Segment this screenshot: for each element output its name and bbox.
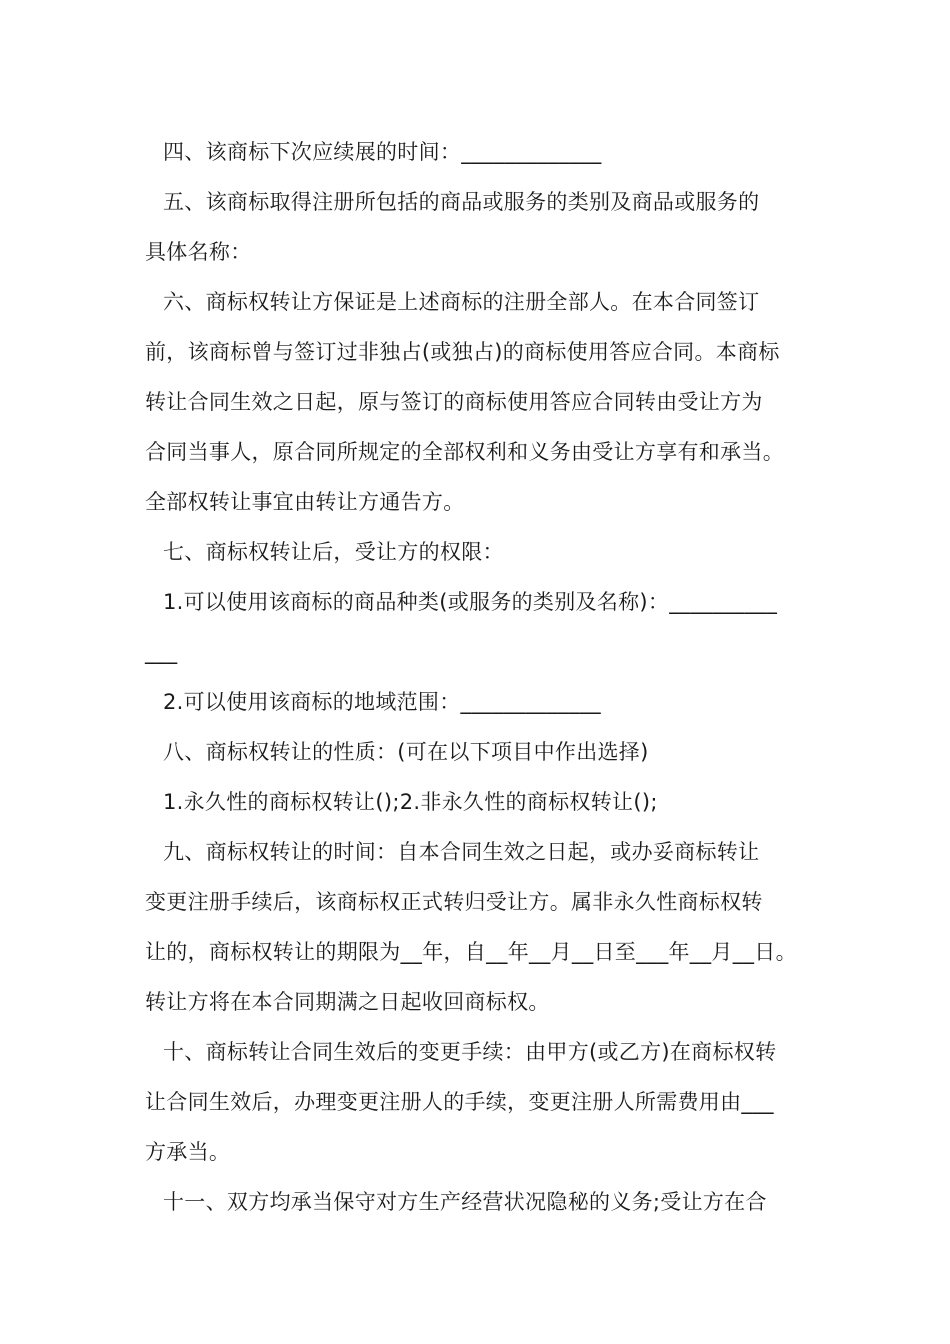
clause-7-item-1-line-2: ___	[145, 640, 178, 664]
clause-10-line-1: 十、商标转让合同生效后的变更手续：由甲方(或乙方)在商标权转	[163, 1040, 777, 1064]
clause-9-line-4: 转让方将在本合同期满之日起收回商标权。	[145, 990, 550, 1014]
clause-7-item-1-line-1: 1.可以使用该商标的商品种类(或服务的类别及名称)：__________	[163, 590, 778, 614]
clause-10-line-3: 方承当。	[145, 1140, 231, 1164]
clause-6-line-1: 六、商标权转让方保证是上述商标的注册全部人。在本合同签订	[163, 290, 760, 314]
clause-11-line-1: 十一、双方均承当保守对方生产经营状况隐秘的义务;受让方在合	[163, 1190, 767, 1214]
clause-6-line-2: 前，该商标曾与签订过非独占(或独占)的商标使用答应合同。本商标	[145, 340, 780, 364]
clause-6-line-3: 转让合同生效之日起，原与签订的商标使用答应合同转由受让方为	[145, 390, 763, 414]
clause-6-line-5: 全部权转让事宜由转让方通告方。	[145, 490, 465, 514]
clause-5-line-1: 五、该商标取得注册所包括的商品或服务的类别及商品或服务的	[163, 190, 760, 214]
clause-10-line-2: 让合同生效后，办理变更注册人的手续，变更注册人所需费用由___	[145, 1090, 774, 1114]
clause-7-heading: 七、商标权转让后，受让方的权限：	[163, 540, 504, 564]
clause-6-line-4: 合同当事人，原合同所规定的全部权利和义务由受让方享有和承当。	[145, 440, 784, 464]
clause-9-line-3: 让的，商标权转让的期限为__年，自__年__月__日至___年__月__日。	[145, 940, 797, 964]
clause-4-renewal-time: 四、该商标下次应续展的时间：_____________	[163, 140, 602, 164]
clause-5-line-2: 具体名称：	[145, 240, 252, 264]
clause-9-line-1: 九、商标权转让的时间：自本合同生效之日起，或办妥商标转让	[163, 840, 760, 864]
clause-9-line-2: 变更注册手续后，该商标权正式转归受让方。属非永久性商标权转	[145, 890, 763, 914]
clause-8-options: 1.永久性的商标权转让();2.非永久性的商标权转让();	[163, 790, 658, 814]
clause-8-heading: 八、商标权转让的性质：(可在以下项目中作出选择)	[163, 740, 649, 764]
clause-7-item-2: 2.可以使用该商标的地域范围：_____________	[163, 690, 601, 714]
